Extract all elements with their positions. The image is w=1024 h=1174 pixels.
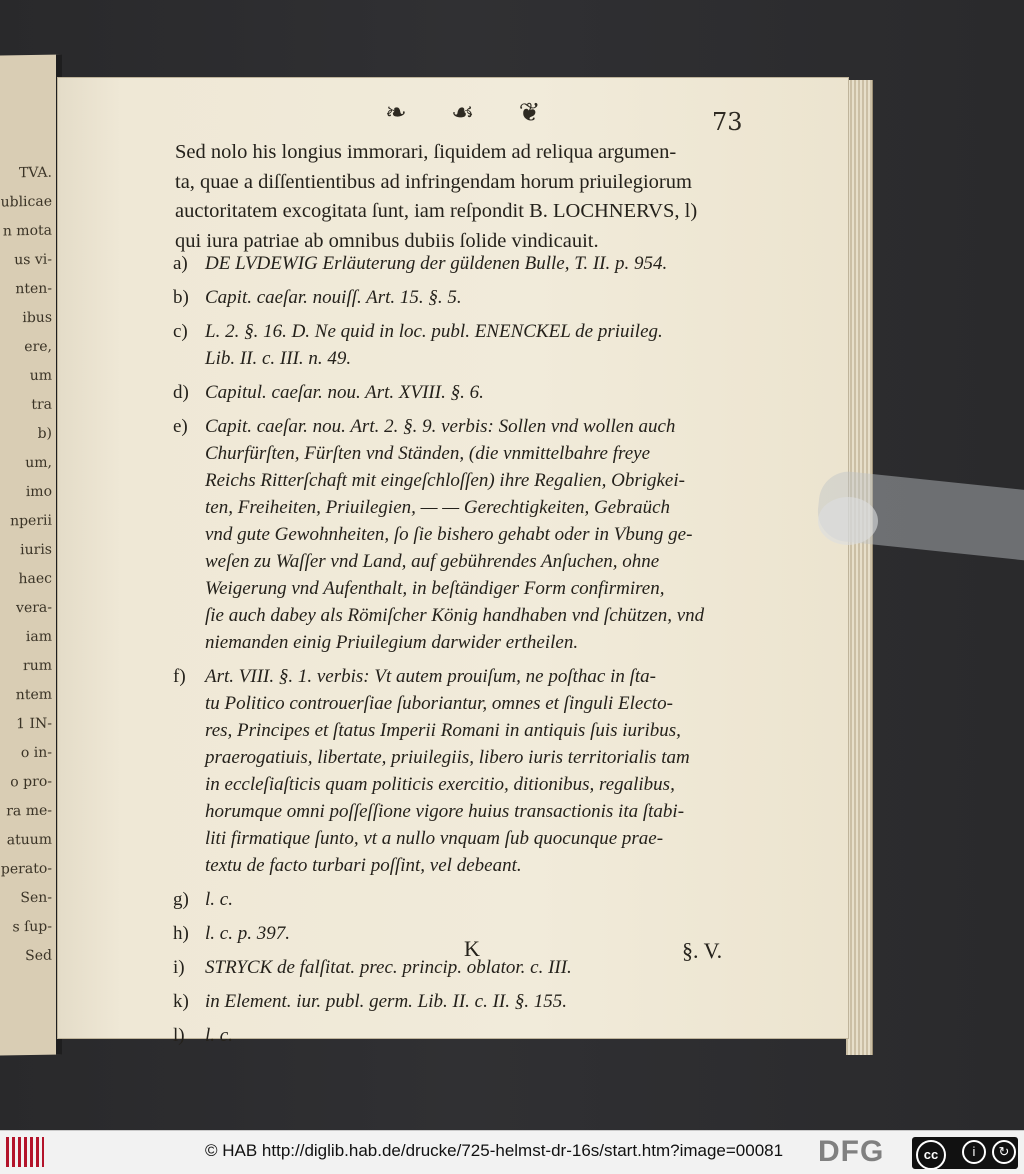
footnote-label: l) bbox=[173, 1025, 185, 1046]
bookmark-slip-tip bbox=[818, 497, 878, 545]
footnote-label: h) bbox=[173, 923, 189, 944]
footnote-line: STRYCK de falſitat. prec. princip. oblator. c. III. bbox=[205, 957, 572, 978]
footnote bbox=[175, 663, 775, 879]
footnote-line: l. c. p. 397. bbox=[205, 923, 290, 944]
by-icon: i bbox=[962, 1140, 986, 1164]
page-edges bbox=[846, 80, 873, 1055]
footnote-label: e) bbox=[173, 416, 188, 437]
signature-mark: K bbox=[464, 936, 480, 961]
footnote-line: l. c. bbox=[205, 1025, 233, 1046]
footnote bbox=[175, 379, 775, 406]
footnote-label: f) bbox=[173, 666, 186, 687]
body-line: Sed nolo his longius immorari, ſiquidem ad reliqua argumen- bbox=[175, 141, 677, 163]
footnote-line: praerogatiuis, libertate, priuilegiis, libero iuris territorialis tam bbox=[205, 747, 690, 768]
viewer-footer-bar bbox=[0, 1130, 1024, 1174]
footnote bbox=[175, 886, 775, 913]
footnote-line: in eccleſiaſticis quam politicis exercitio, ditionibus, regalibus, bbox=[205, 774, 675, 795]
left-page-fragment: tra bbox=[31, 396, 52, 413]
footnote-line: niemanden einig Priuilegium darwider ertheilen. bbox=[205, 632, 579, 653]
left-page-fragment: imo bbox=[25, 483, 52, 501]
left-page-fragment: Sen- bbox=[20, 889, 52, 907]
body-paragraph bbox=[175, 138, 765, 256]
footnote-line: Capit. caeſar. nou. Art. 2. §. 9. verbis: Sollen vnd wollen auch bbox=[205, 416, 676, 437]
footnote-line: L. 2. §. 16. D. Ne quid in loc. publ. ENENCKEL de priuileg. bbox=[205, 321, 663, 342]
left-page-fragment: rum bbox=[23, 657, 52, 675]
footnote-label: a) bbox=[173, 253, 188, 274]
sa-icon: ↻ bbox=[992, 1140, 1016, 1164]
left-page-edge bbox=[0, 54, 62, 1055]
left-page-fragment: o pro- bbox=[10, 773, 52, 791]
footnote-line: Lib. II. c. III. n. 49. bbox=[205, 348, 352, 369]
left-page-fragment: ntem bbox=[15, 686, 52, 704]
left-page-fragment: 1 IN- bbox=[16, 715, 52, 733]
left-page-fragment: Sed bbox=[25, 947, 52, 965]
footnote-label: d) bbox=[173, 382, 189, 403]
footnote bbox=[175, 284, 775, 311]
footnote-line: Churfürſten, Fürſten vnd Ständen, (die vnmittelbahre freye bbox=[205, 443, 650, 464]
left-page-fragment: o in- bbox=[20, 744, 52, 762]
left-page-fragment: ublicae bbox=[0, 193, 52, 211]
left-page-fragment: nperii bbox=[10, 512, 52, 530]
footnote-line: res, Principes et ſtatus Imperii Romani in antiquis ſuis iuribus, bbox=[205, 720, 681, 741]
left-page-fragment: us vi- bbox=[14, 251, 52, 269]
page-number: 73 bbox=[712, 108, 743, 136]
footnote-label: g) bbox=[173, 889, 189, 910]
body-line: qui iura patriae ab omnibus dubiis ſolide vindicauit. bbox=[175, 229, 599, 252]
footnote-line: horumque omni poſſeſſione vigore huius transactionis ita ſtabi- bbox=[205, 801, 685, 822]
left-page-fragment: s ſup- bbox=[12, 918, 52, 936]
footnote-line: ſie auch dabey als Römiſcher König handhaben vnd ſchützen, vnd bbox=[205, 605, 705, 626]
footnote-line: Weigerung vnd Aufenthalt, in beſtändiger Form confirmiren, bbox=[205, 578, 665, 599]
left-page-fragment: um, bbox=[25, 454, 52, 472]
left-page-fragment: ra me- bbox=[6, 802, 52, 820]
cc-icon: cc bbox=[916, 1140, 946, 1170]
cc-license-badge[interactable] bbox=[912, 1137, 1018, 1169]
footnote-line: vnd gute Gewohnheiten, ſo ſie bishero gehabt oder in Vbung ge- bbox=[205, 524, 693, 545]
left-page-fragment: b) bbox=[37, 425, 52, 442]
footnote-label: c) bbox=[173, 321, 188, 342]
left-page-fragment: um bbox=[29, 367, 52, 385]
left-page-fragment: haec bbox=[18, 570, 52, 588]
dfg-logo[interactable]: DFG bbox=[818, 1135, 885, 1168]
footnote-line: weſen zu Waſſer vnd Land, auf gebührendes Anſuchen, ohne bbox=[205, 551, 660, 572]
footnote bbox=[175, 988, 775, 1015]
hab-logo-icon[interactable] bbox=[6, 1137, 44, 1167]
left-page-fragment: ere, bbox=[24, 338, 52, 356]
footnote bbox=[175, 413, 775, 656]
footnote bbox=[175, 318, 775, 372]
footnote bbox=[175, 250, 775, 277]
body-line: auctoritatem excogitata ſunt, iam reſpondit B. LOCHNERVS, l) bbox=[175, 200, 698, 222]
header-ornament: ❧ ☙ ❦ bbox=[385, 98, 559, 128]
footnote-line: textu de facto turbari poſſint, vel debeant. bbox=[205, 855, 522, 876]
left-page-fragment: iuris bbox=[20, 541, 52, 559]
footnote-line: ten, Freiheiten, Priuilegien, — — Gerechtigkeiten, Gebraüch bbox=[205, 497, 671, 518]
footnote-line: Reichs Ritterſchaft mit eingeſchloſſen) ihre Regalien, Obrigkei- bbox=[205, 470, 685, 491]
footnote-line: Capit. caeſar. nouiſſ. Art. 15. §. 5. bbox=[205, 287, 462, 308]
left-page-fragment: n mota bbox=[2, 222, 52, 240]
footnote-line: Capitul. caeſar. nou. Art. XVIII. §. 6. bbox=[205, 382, 484, 403]
footnote-line: DE LVDEWIG Erläuterung der güldenen Bulle, T. II. p. 954. bbox=[205, 253, 668, 274]
left-page-fragment: ibus bbox=[22, 309, 52, 327]
footnote-line: Art. VIII. §. 1. verbis: Vt autem prouiſum, ne poſthac in ſta- bbox=[205, 666, 656, 687]
footnote-label: k) bbox=[173, 991, 189, 1012]
left-page-fragment: atuum bbox=[6, 831, 52, 849]
footnote-line: in Element. iur. publ. germ. Lib. II. c. II. §. 155. bbox=[205, 991, 568, 1012]
left-page-fragment: nten- bbox=[15, 280, 52, 298]
left-page-fragment: perato- bbox=[0, 860, 52, 878]
left-page-fragment: TVA. bbox=[18, 164, 52, 182]
copyright-link[interactable]: © HAB http://diglib.hab.de/drucke/725-helmst-dr-16s/start.htm?image=00081 bbox=[205, 1141, 784, 1160]
left-page-fragment: vera- bbox=[16, 599, 52, 617]
body-line: ta, quae a diſſentientibus ad infringendam horum priuilegiorum bbox=[175, 170, 692, 193]
footnote-line: liti firmatique ſunto, vt a nullo vnquam ſub quocunque prae- bbox=[205, 828, 664, 849]
left-page-fragment: iam bbox=[25, 628, 52, 646]
footnote bbox=[175, 1022, 775, 1049]
footnote-line: l. c. bbox=[205, 889, 233, 910]
footnote-label: i) bbox=[173, 957, 185, 978]
footnote-label: b) bbox=[173, 287, 189, 308]
catchword: §. V. bbox=[682, 938, 723, 963]
footnote-line: tu Politico controuerſiae ſuboriantur, omnes et ſinguli Electo- bbox=[205, 693, 673, 714]
